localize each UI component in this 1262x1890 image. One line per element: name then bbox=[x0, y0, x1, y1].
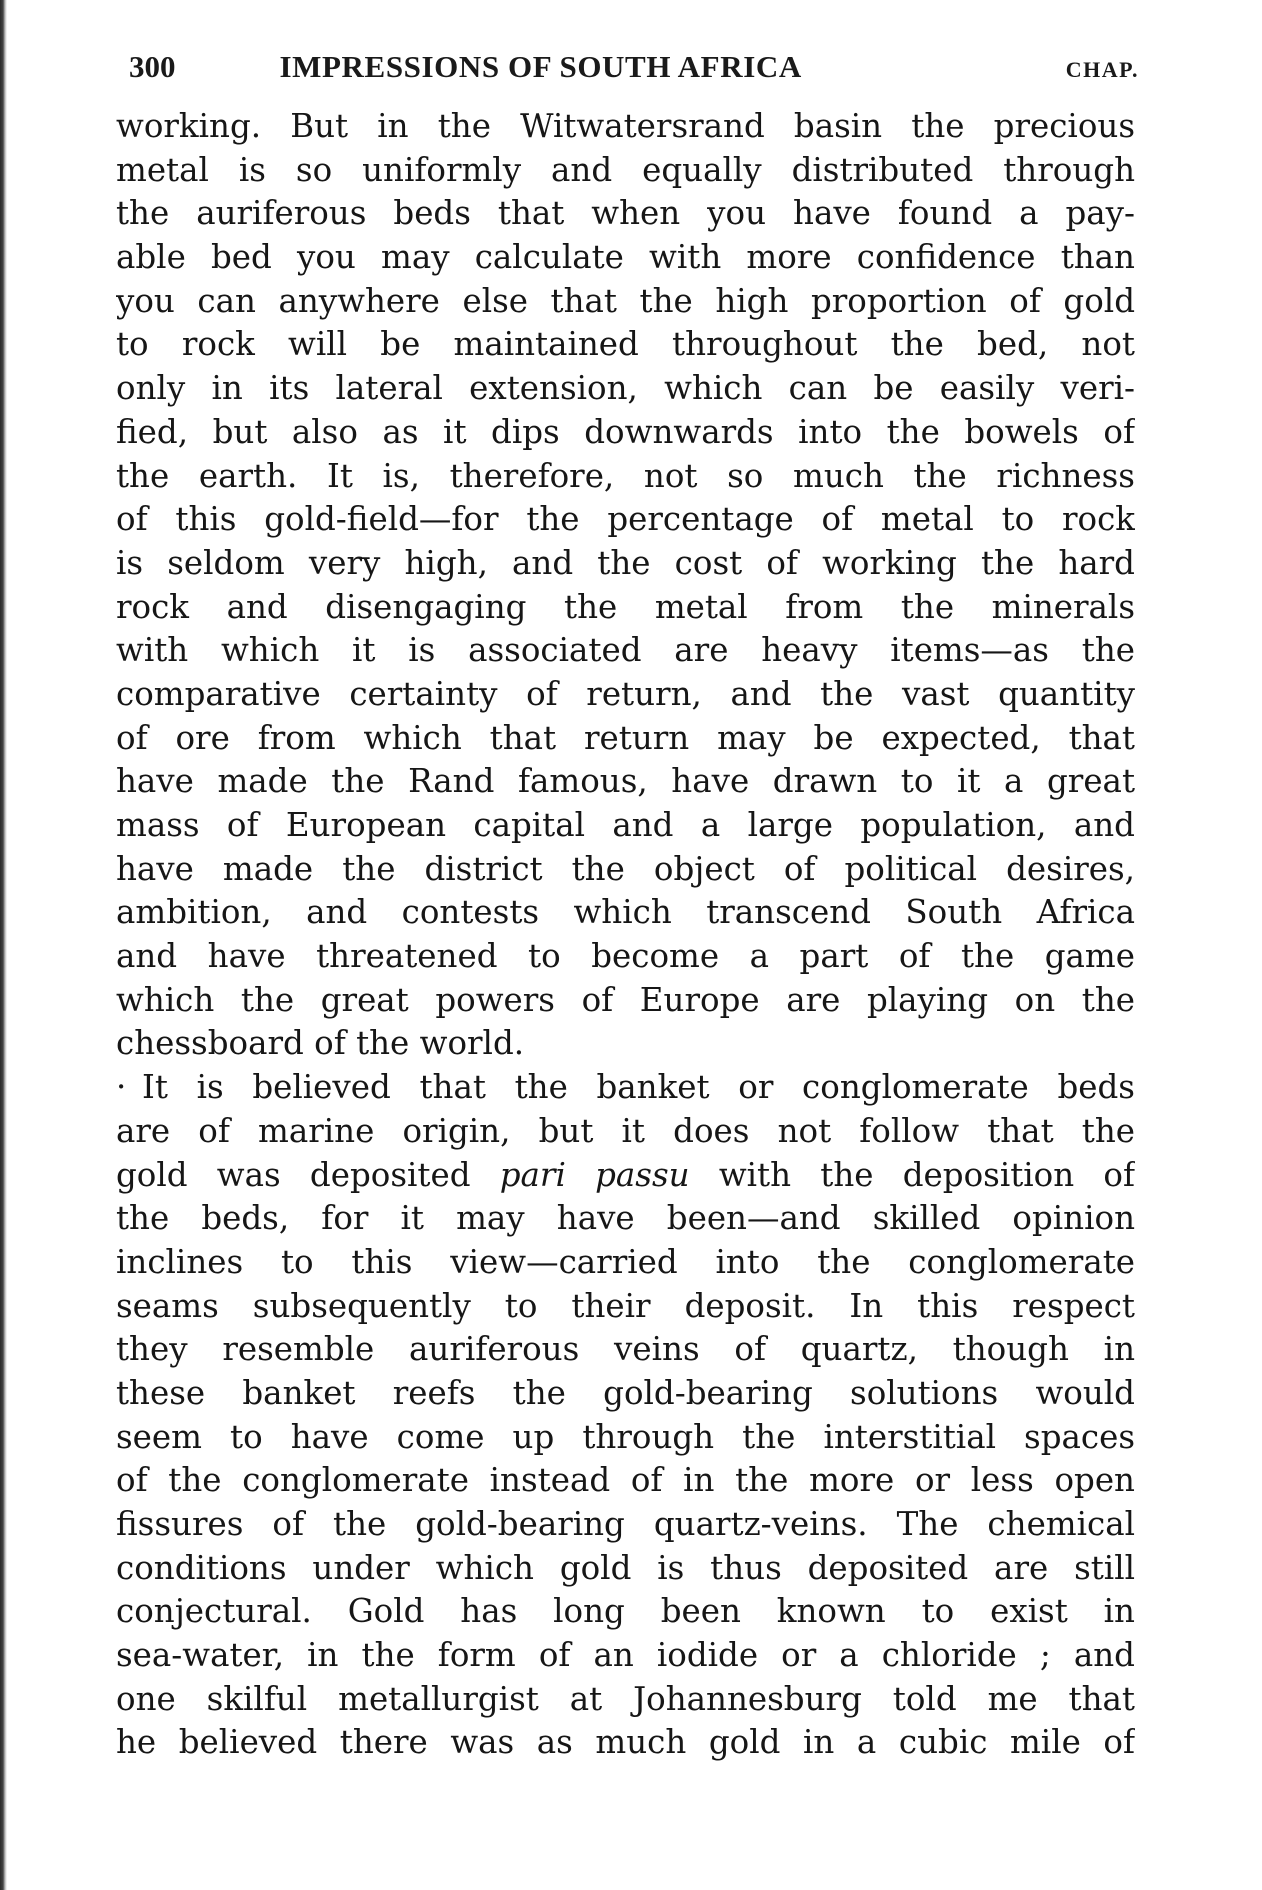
text-line: comparative certainty of return, and the vast quantity bbox=[116, 674, 1135, 713]
text-line: sea-water, in the form of an iodide or a chloride ; and bbox=[116, 1636, 1135, 1675]
text-line: to rock will be maintained throughout the bed, not bbox=[116, 325, 1135, 364]
text-line: working. But in the Witwatersrand basin the precious bbox=[116, 107, 1135, 145]
body-text bbox=[116, 105, 1135, 1765]
text-line: these banket reefs the gold-bearing solutions would bbox=[116, 1373, 1135, 1412]
running-head bbox=[129, 49, 1139, 97]
text-line: fissures of the gold-bearing quartz-veins. The chemical bbox=[116, 1505, 1135, 1543]
text-line: of ore from which that return may be expected, that bbox=[116, 718, 1135, 757]
binding-edge bbox=[0, 0, 7, 1890]
text-line: only in its lateral extension, which can be easily veri- bbox=[116, 369, 1135, 408]
italic-phrase: pari passu bbox=[499, 1155, 690, 1194]
text-line: the earth. It is, therefore, not so much the richness bbox=[116, 456, 1135, 495]
paragraph-marker: · bbox=[116, 1068, 127, 1107]
text-line: of the conglomerate instead of in the more or less open bbox=[116, 1461, 1135, 1500]
running-title: IMPRESSIONS OF SOUTH AFRICA bbox=[279, 49, 802, 84]
text-line: conjectural. Gold has long been known to exist in bbox=[116, 1592, 1135, 1631]
text-line: the beds, for it may have been—and skilled opinion bbox=[116, 1199, 1135, 1238]
text-line: with which it is associated are heavy items—as the bbox=[116, 631, 1135, 670]
text-line: able bed you may calculate with more confidence than bbox=[116, 238, 1135, 277]
paragraph-start-line bbox=[116, 1066, 1135, 1110]
chapter-label: CHAP. bbox=[1065, 57, 1139, 82]
text-line: one skilful metallurgist at Johannesburg told me that bbox=[116, 1679, 1135, 1718]
text-segment: gold was deposited bbox=[116, 1155, 471, 1194]
text-line: conditions under which gold is thus deposited are still bbox=[116, 1548, 1135, 1587]
text-line: are of marine origin, but it does not follow that the bbox=[116, 1111, 1135, 1150]
text-line-with-italic bbox=[116, 1154, 1135, 1198]
text-line: he believed there was as much gold in a cubic mile of bbox=[116, 1723, 1135, 1762]
page-number: 300 bbox=[129, 49, 176, 84]
text-line: chessboard of the world. bbox=[116, 1024, 525, 1063]
text-line: which the great powers of Europe are playing on the bbox=[116, 980, 1135, 1019]
text-segment: with the deposition of bbox=[718, 1155, 1135, 1194]
text-line: inclines to this view—carried into the conglomerate bbox=[116, 1242, 1135, 1281]
text-line: mass of European capital and a large population, and bbox=[116, 806, 1135, 844]
text-line: and have threatened to become a part of the game bbox=[116, 937, 1135, 976]
text-line: metal is so uniformly and equally distributed through bbox=[116, 150, 1135, 189]
text-line: of this gold-field—for the percentage of metal to rock bbox=[116, 500, 1135, 539]
text-line: seem to have come up through the interstitial spaces bbox=[116, 1417, 1135, 1456]
text-line: fied, but also as it dips downwards into the bowels of bbox=[116, 412, 1135, 451]
text-segment: It is believed that the banket or conglomerate beds bbox=[142, 1068, 1135, 1107]
text-line: you can anywhere else that the high proportion of gold bbox=[116, 281, 1135, 320]
text-line: seams subsequently to their deposit. In this respect bbox=[116, 1286, 1135, 1325]
text-line: is seldom very high, and the cost of working the hard bbox=[116, 543, 1135, 582]
text-line: have made the Rand famous, have drawn to it a great bbox=[116, 762, 1135, 801]
text-line: they resemble auriferous veins of quartz, though in bbox=[116, 1330, 1135, 1369]
text-line: rock and disengaging the metal from the minerals bbox=[116, 587, 1135, 626]
text-line: ambition, and contests which transcend South Africa bbox=[116, 893, 1135, 932]
text-line: have made the district the object of political desires, bbox=[116, 849, 1135, 888]
text-line: the auriferous beds that when you have found a pay- bbox=[116, 194, 1135, 233]
